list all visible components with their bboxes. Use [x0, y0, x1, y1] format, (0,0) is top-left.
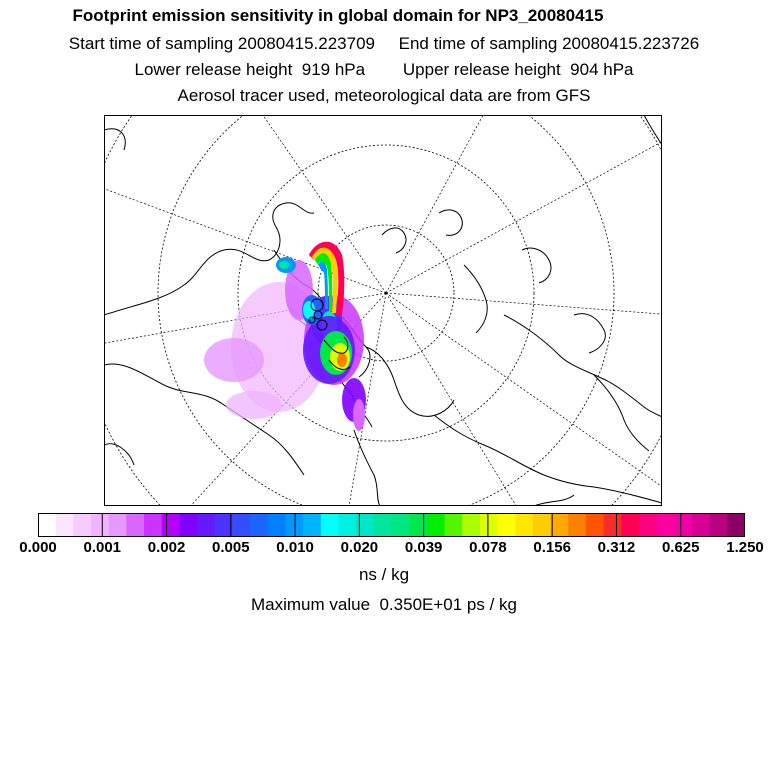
- colorbar-swatch: [109, 513, 127, 537]
- colorbar-swatch: [197, 513, 215, 537]
- colorbar-swatch: [179, 513, 197, 537]
- footprint-field: [204, 242, 366, 431]
- colorbar-tick-label: 0.156: [533, 539, 571, 556]
- colorbar: [38, 513, 745, 537]
- colorbar-swatch: [303, 513, 321, 537]
- colorbar-swatch: [73, 513, 91, 537]
- colorbar-swatch: [409, 513, 427, 537]
- footprint-map: [104, 115, 662, 506]
- colorbar-tick-label: 0.002: [147, 539, 186, 556]
- colorbar-swatch: [268, 513, 286, 537]
- colorbar-swatch: [56, 513, 74, 537]
- colorbar-swatch: [321, 513, 339, 537]
- colorbar-units: ns / kg: [358, 565, 410, 584]
- colorbar-swatch: [621, 513, 639, 537]
- colorbar-tick-label: 0.001: [83, 539, 122, 556]
- colorbar-swatch: [568, 513, 586, 537]
- tracer-line: Aerosol tracer used, meteorological data are from GFS: [177, 86, 591, 105]
- colorbar-swatch: [727, 513, 745, 537]
- colorbar-swatch: [515, 513, 533, 537]
- colorbar-swatch: [710, 513, 728, 537]
- colorbar-tick-label: 0.039: [404, 539, 443, 556]
- colorbar-swatch: [427, 513, 445, 537]
- colorbar-tick-label: 0.020: [340, 539, 379, 556]
- graticule-meridians: [104, 115, 662, 506]
- colorbar-swatch: [498, 513, 516, 537]
- colorbar-tick-label: 0.000: [19, 539, 57, 556]
- colorbar-swatch: [250, 513, 268, 537]
- colorbar-swatch: [639, 513, 657, 537]
- colorbar-swatch: [38, 513, 56, 537]
- colorbar-tick-label: 0.312: [597, 539, 636, 556]
- colorbar-tick-label: 0.078: [469, 539, 507, 556]
- colorbar-swatch: [462, 513, 480, 537]
- colorbar-swatch: [91, 513, 109, 537]
- colorbar-tick-label: 1.250: [726, 539, 764, 556]
- release-height-line: Lower release height 919 hPa Upper release height 904 hPa: [134, 60, 634, 79]
- colorbar-swatch: [392, 513, 410, 537]
- colorbar-swatch: [232, 513, 250, 537]
- colorbar-tick-label: 0.625: [661, 539, 700, 556]
- colorbar-swatch: [374, 513, 392, 537]
- colorbar-swatch: [285, 513, 303, 537]
- colorbar-swatch: [586, 513, 604, 537]
- colorbar-swatch: [674, 513, 692, 537]
- colorbar-swatch: [551, 513, 569, 537]
- colorbar-swatch: [162, 513, 180, 537]
- map-title: Footprint emission sensitivity in global domain for NP3_20080415: [72, 6, 604, 25]
- colorbar-swatch: [144, 513, 162, 537]
- colorbar-tick-label: 0.010: [276, 539, 314, 556]
- colorbar-swatch: [533, 513, 551, 537]
- colorbar-swatch: [445, 513, 463, 537]
- sampling-time-line: Start time of sampling 20080415.223709 End time of sampling 20080415.223726: [68, 34, 700, 53]
- maximum-value: Maximum value 0.350E+01 ps / kg: [251, 595, 517, 614]
- colorbar-swatch: [692, 513, 710, 537]
- colorbar-swatch: [215, 513, 233, 537]
- colorbar-tick-label: 0.005: [212, 539, 250, 556]
- colorbar-swatch: [126, 513, 144, 537]
- colorbar-swatch: [657, 513, 675, 537]
- colorbar-swatch: [480, 513, 498, 537]
- colorbar-swatch: [604, 513, 622, 537]
- colorbar-swatch: [338, 513, 356, 537]
